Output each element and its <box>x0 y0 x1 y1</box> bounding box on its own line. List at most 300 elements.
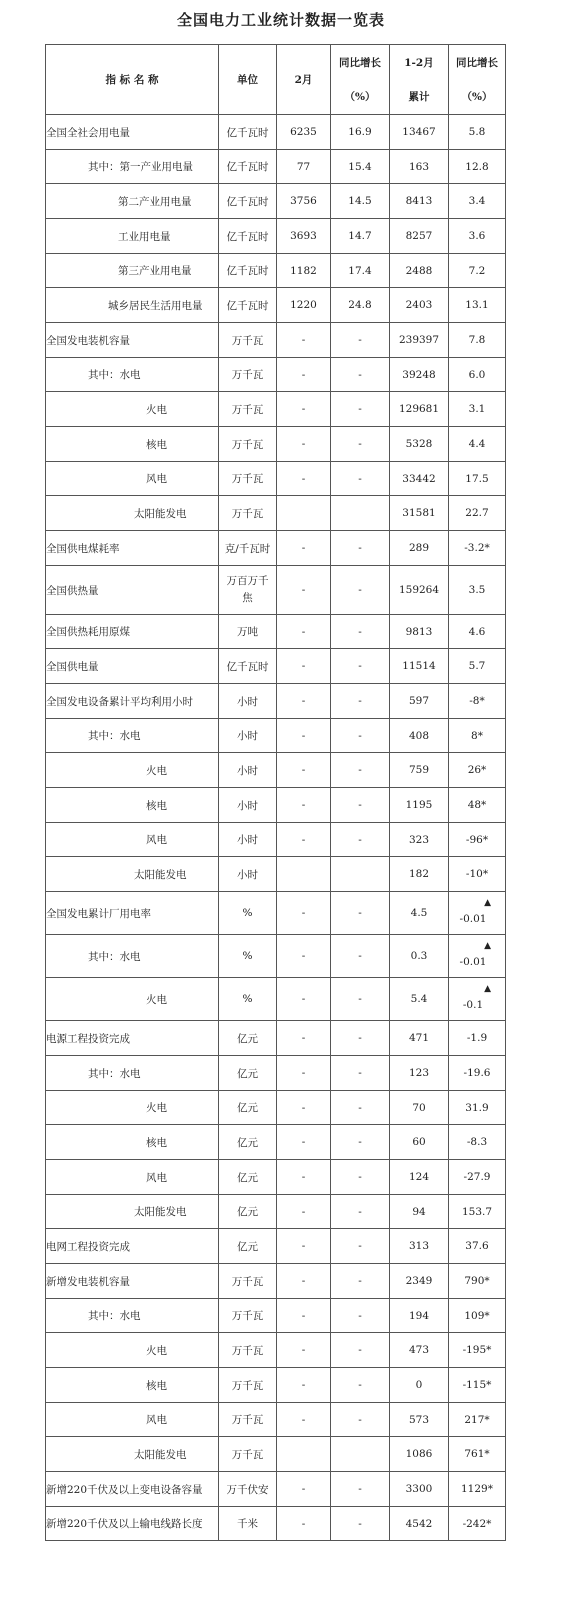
header-cumulative-yoy-top: 同比增长 <box>456 56 498 69</box>
indicator-name-cell: 电源工程投资完成 <box>46 1021 219 1056</box>
month-value-cell: 77 <box>277 150 331 184</box>
page-title: 全国电力工业统计数据一览表 <box>176 11 385 29</box>
cumulative-yoy-value: 1129* <box>461 1483 493 1495</box>
month-yoy-cell: - <box>331 892 390 935</box>
indicator-name-cell: 风电 <box>46 823 219 857</box>
table-row <box>46 392 506 427</box>
unit-cell: 万千瓦 <box>219 1403 277 1437</box>
cumulative-yoy-value: -1.9 <box>466 1032 488 1044</box>
month-value-cell: - <box>277 1264 331 1299</box>
month-yoy-cell: 15.4 <box>331 150 390 184</box>
cumulative-yoy-value: 3.4 <box>468 195 486 207</box>
cumulative-value-cell: 8413 <box>390 184 449 219</box>
month-yoy-cell: - <box>331 788 390 823</box>
cumulative-yoy-value: -195* <box>462 1344 492 1356</box>
cumulative-yoy-cell <box>449 1368 506 1403</box>
cumulative-yoy-cell <box>449 1091 506 1125</box>
indicator-name-cell: 全国发电累计厂用电率 <box>46 892 219 935</box>
month-yoy-cell: - <box>331 615 390 649</box>
table-row <box>46 823 506 857</box>
unit-cell: 亿元 <box>219 1125 277 1160</box>
month-value-cell: - <box>277 1021 331 1056</box>
cumulative-yoy-cell <box>449 1507 506 1541</box>
cumulative-yoy-value: 3.5 <box>468 584 486 596</box>
month-value-cell: - <box>277 1160 331 1195</box>
cumulative-value-cell: 0.3 <box>390 935 449 978</box>
month-value-cell: 3693 <box>277 219 331 254</box>
table-row <box>46 1125 506 1160</box>
month-yoy-cell: - <box>331 1125 390 1160</box>
unit-cell: 小时 <box>219 753 277 788</box>
month-value-cell: - <box>277 1507 331 1541</box>
table-body <box>46 115 506 1541</box>
cumulative-value-cell: 313 <box>390 1229 449 1264</box>
cumulative-yoy-value: 3.6 <box>468 230 486 242</box>
table-row <box>46 788 506 823</box>
unit-cell: 小时 <box>219 857 277 892</box>
indicator-name-cell: 其中：水电 <box>46 1299 219 1333</box>
month-yoy-cell: - <box>331 1299 390 1333</box>
unit-cell: 亿千瓦时 <box>219 150 277 184</box>
triangle-marker-icon: ▲ <box>484 984 491 994</box>
month-value-cell: - <box>277 531 331 566</box>
month-yoy-cell: - <box>331 1160 390 1195</box>
unit-cell: 亿千瓦时 <box>219 288 277 323</box>
month-yoy-cell: - <box>331 1368 390 1403</box>
table-row <box>46 254 506 288</box>
table-row <box>46 1368 506 1403</box>
month-value-cell: 6235 <box>277 115 331 150</box>
table-row <box>46 1091 506 1125</box>
month-value-cell: - <box>277 1472 331 1507</box>
cumulative-value-cell: 60 <box>390 1125 449 1160</box>
cumulative-yoy-value: 5.8 <box>468 126 486 138</box>
month-yoy-cell: - <box>331 978 390 1021</box>
cumulative-value-cell: 2488 <box>390 254 449 288</box>
table-row <box>46 358 506 392</box>
table-row <box>46 288 506 323</box>
cumulative-yoy-cell <box>449 823 506 857</box>
month-yoy-cell <box>331 857 390 892</box>
unit-cell: 万千瓦 <box>219 1264 277 1299</box>
indicator-name-cell: 第二产业用电量 <box>46 184 219 219</box>
cumulative-yoy-cell <box>449 719 506 753</box>
cumulative-value-cell: 1195 <box>390 788 449 823</box>
cumulative-yoy-value: 790* <box>464 1275 490 1287</box>
unit-cell: 小时 <box>219 719 277 753</box>
unit-cell: 亿千瓦时 <box>219 184 277 219</box>
unit-cell: 千米 <box>219 1507 277 1541</box>
indicator-name-cell: 全国全社会用电量 <box>46 115 219 150</box>
cumulative-yoy-value: -115* <box>462 1379 492 1391</box>
header-month-yoy <box>331 45 390 115</box>
month-value-cell <box>277 857 331 892</box>
month-value-cell: - <box>277 1125 331 1160</box>
unit-cell: 万千瓦 <box>219 1368 277 1403</box>
cumulative-yoy-cell <box>449 1403 506 1437</box>
cumulative-value-cell: 129681 <box>390 392 449 427</box>
cumulative-value-cell: 94 <box>390 1195 449 1229</box>
month-value-cell: - <box>277 684 331 719</box>
cumulative-yoy-cell <box>449 392 506 427</box>
indicator-name-cell: 电网工程投资完成 <box>46 1229 219 1264</box>
cumulative-yoy-value: 37.6 <box>465 1240 489 1252</box>
cumulative-yoy-cell <box>449 1472 506 1507</box>
indicator-name-cell: 太阳能发电 <box>46 1437 219 1472</box>
cumulative-yoy-value: 109* <box>464 1309 490 1322</box>
unit-cell: 万千瓦 <box>219 427 277 462</box>
indicator-name-cell: 全国供电量 <box>46 649 219 684</box>
month-value-cell: - <box>277 462 331 496</box>
cumulative-value-cell: 163 <box>390 150 449 184</box>
cumulative-yoy-value: -0.1 <box>462 999 484 1011</box>
indicator-name-cell: 其中：水电 <box>46 719 219 753</box>
indicator-name-cell: 工业用电量 <box>46 219 219 254</box>
cumulative-yoy-cell <box>449 1160 506 1195</box>
cumulative-value-cell: 124 <box>390 1160 449 1195</box>
cumulative-value-cell: 39248 <box>390 358 449 392</box>
cumulative-yoy-cell <box>449 358 506 392</box>
month-yoy-cell: 24.8 <box>331 288 390 323</box>
cumulative-yoy-value: -0.01 <box>459 913 487 925</box>
table-row <box>46 935 506 978</box>
month-value-cell: - <box>277 1403 331 1437</box>
unit-cell: 亿元 <box>219 1056 277 1091</box>
indicator-name-cell: 其中：水电 <box>46 358 219 392</box>
unit-cell: 亿元 <box>219 1229 277 1264</box>
month-yoy-cell: - <box>331 566 390 615</box>
table-row <box>46 531 506 566</box>
month-yoy-cell <box>331 496 390 531</box>
cumulative-yoy-cell <box>449 857 506 892</box>
cumulative-value-cell: 9813 <box>390 615 449 649</box>
month-value-cell: - <box>277 1229 331 1264</box>
indicator-name-cell: 全国供电煤耗率 <box>46 531 219 566</box>
month-yoy-cell: - <box>331 649 390 684</box>
cumulative-value-cell: 573 <box>390 1403 449 1437</box>
cumulative-yoy-value: 17.5 <box>465 472 489 485</box>
cumulative-yoy-value: 7.8 <box>468 334 486 346</box>
month-yoy-cell: - <box>331 1507 390 1541</box>
cumulative-value-cell: 11514 <box>390 649 449 684</box>
month-value-cell: - <box>277 935 331 978</box>
table-row <box>46 719 506 753</box>
header-month-yoy-top: 同比增长 <box>339 56 381 69</box>
triangle-marker-icon: ▲ <box>484 941 491 951</box>
month-value-cell: - <box>277 392 331 427</box>
indicator-name-cell: 第三产业用电量 <box>46 254 219 288</box>
cumulative-yoy-value: -8* <box>469 695 485 707</box>
indicator-name-cell: 风电 <box>46 1403 219 1437</box>
table-row <box>46 1333 506 1368</box>
month-value-cell: - <box>277 753 331 788</box>
cumulative-yoy-cell <box>449 788 506 823</box>
header-cumulative-top: 1-2月 <box>404 56 434 69</box>
cumulative-value-cell: 239397 <box>390 323 449 358</box>
unit-cell: % <box>219 892 277 935</box>
cumulative-yoy-cell <box>449 184 506 219</box>
cumulative-yoy-cell <box>449 1299 506 1333</box>
unit-cell: 亿千瓦时 <box>219 649 277 684</box>
cumulative-yoy-cell <box>449 115 506 150</box>
month-yoy-cell <box>331 1437 390 1472</box>
cumulative-yoy-cell <box>449 531 506 566</box>
cumulative-value-cell: 1086 <box>390 1437 449 1472</box>
cumulative-yoy-value: -27.9 <box>463 1171 491 1183</box>
table-row <box>46 857 506 892</box>
unit-cell: % <box>219 978 277 1021</box>
month-yoy-cell: - <box>331 323 390 358</box>
unit-cell: 小时 <box>219 684 277 719</box>
unit-cell: 亿千瓦时 <box>219 219 277 254</box>
unit-line-2: 焦 <box>242 592 253 604</box>
month-yoy-cell: - <box>331 935 390 978</box>
cumulative-yoy-value: 13.1 <box>465 299 489 311</box>
table-row <box>46 978 506 1021</box>
cumulative-value-cell: 3300 <box>390 1472 449 1507</box>
cumulative-yoy-cell <box>449 496 506 531</box>
indicator-name-cell: 全国供热耗用原煤 <box>46 615 219 649</box>
indicator-name-cell: 核电 <box>46 788 219 823</box>
cumulative-yoy-cell <box>449 150 506 184</box>
unit-cell: 克/千瓦时 <box>219 531 277 566</box>
unit-cell: 亿元 <box>219 1091 277 1125</box>
cumulative-value-cell: 5328 <box>390 427 449 462</box>
indicator-name-cell: 其中：水电 <box>46 935 219 978</box>
cumulative-yoy-value: -19.6 <box>463 1067 491 1079</box>
cumulative-yoy-value: 31.9 <box>465 1101 489 1114</box>
cumulative-yoy-cell <box>449 935 506 978</box>
header-cumulative-yoy <box>449 45 506 115</box>
cumulative-yoy-value: -96* <box>465 833 489 846</box>
cumulative-yoy-cell <box>449 1437 506 1472</box>
header-indicator-name: 指 标 名 称 <box>46 45 219 115</box>
month-value-cell: - <box>277 1368 331 1403</box>
month-yoy-cell: - <box>331 684 390 719</box>
unit-cell: 亿千瓦时 <box>219 254 277 288</box>
unit-cell: 亿元 <box>219 1021 277 1056</box>
cumulative-yoy-cell <box>449 1056 506 1091</box>
month-yoy-cell: - <box>331 1021 390 1056</box>
table-row <box>46 1056 506 1091</box>
indicator-name-cell: 城乡居民生活用电量 <box>46 288 219 323</box>
month-value-cell: - <box>277 649 331 684</box>
month-value-cell: - <box>277 892 331 935</box>
header-month: 2月 <box>277 45 331 115</box>
indicator-name-cell: 新增220千伏及以上输电线路长度 <box>46 1507 219 1541</box>
table-row <box>46 1299 506 1333</box>
unit-line-1: 万百万千 <box>226 575 269 587</box>
unit-cell <box>219 566 277 615</box>
cumulative-yoy-cell <box>449 978 506 1021</box>
cumulative-value-cell: 8257 <box>390 219 449 254</box>
cumulative-yoy-value: 7.2 <box>468 264 486 277</box>
cumulative-yoy-value: 3.1 <box>468 403 486 415</box>
indicator-name-cell: 其中：水电 <box>46 1056 219 1091</box>
triangle-marker-icon: ▲ <box>484 898 491 908</box>
cumulative-yoy-cell <box>449 566 506 615</box>
table-row <box>46 462 506 496</box>
table-row <box>46 566 506 615</box>
unit-cell: 万千伏安 <box>219 1472 277 1507</box>
unit-cell: % <box>219 935 277 978</box>
month-yoy-cell: - <box>331 1056 390 1091</box>
cumulative-yoy-value: -8.3 <box>466 1136 488 1148</box>
month-value-cell: 3756 <box>277 184 331 219</box>
month-yoy-cell: - <box>331 427 390 462</box>
indicator-name-cell: 核电 <box>46 1125 219 1160</box>
cumulative-value-cell: 33442 <box>390 462 449 496</box>
cumulative-value-cell: 408 <box>390 719 449 753</box>
month-value-cell: - <box>277 1299 331 1333</box>
table-row <box>46 753 506 788</box>
cumulative-yoy-cell <box>449 615 506 649</box>
month-value-cell: - <box>277 1056 331 1091</box>
month-yoy-cell: - <box>331 392 390 427</box>
table-row <box>46 496 506 531</box>
month-value-cell: - <box>277 566 331 615</box>
unit-cell: 万千瓦 <box>219 358 277 392</box>
month-yoy-cell: - <box>331 1091 390 1125</box>
indicator-name-cell: 火电 <box>46 978 219 1021</box>
indicator-name-cell: 火电 <box>46 392 219 427</box>
table-row <box>46 1437 506 1472</box>
unit-cell: 小时 <box>219 788 277 823</box>
table-row <box>46 1229 506 1264</box>
month-yoy-cell: - <box>331 462 390 496</box>
cumulative-value-cell: 31581 <box>390 496 449 531</box>
cumulative-value-cell: 5.4 <box>390 978 449 1021</box>
table-row <box>46 1507 506 1541</box>
cumulative-yoy-value: 6.0 <box>468 368 486 381</box>
cumulative-yoy-value: 48* <box>467 799 487 811</box>
month-value-cell: - <box>277 358 331 392</box>
unit-cell: 万千瓦 <box>219 496 277 531</box>
cumulative-value-cell: 597 <box>390 684 449 719</box>
cumulative-value-cell: 70 <box>390 1091 449 1125</box>
cumulative-yoy-value: 4.6 <box>468 625 486 638</box>
table-header-row <box>46 45 506 115</box>
month-yoy-cell: - <box>331 1472 390 1507</box>
cumulative-yoy-cell <box>449 1264 506 1299</box>
cumulative-value-cell: 159264 <box>390 566 449 615</box>
table-row <box>46 649 506 684</box>
cumulative-value-cell: 759 <box>390 753 449 788</box>
month-value-cell: - <box>277 978 331 1021</box>
table-row <box>46 892 506 935</box>
cumulative-value-cell: 123 <box>390 1056 449 1091</box>
month-value-cell: - <box>277 719 331 753</box>
cumulative-yoy-cell <box>449 892 506 935</box>
month-value-cell <box>277 496 331 531</box>
unit-cell: 万千瓦 <box>219 462 277 496</box>
indicator-name-cell: 火电 <box>46 753 219 788</box>
unit-cell: 万吨 <box>219 615 277 649</box>
cumulative-yoy-value: -0.01 <box>459 956 487 968</box>
table-row <box>46 323 506 358</box>
cumulative-yoy-value: 153.7 <box>461 1205 493 1218</box>
month-yoy-cell: - <box>331 1403 390 1437</box>
indicator-name-cell: 全国发电设备累计平均利用小时 <box>46 684 219 719</box>
month-value-cell: - <box>277 615 331 649</box>
month-value-cell: - <box>277 1195 331 1229</box>
cumulative-yoy-cell <box>449 1333 506 1368</box>
month-yoy-cell: - <box>331 358 390 392</box>
month-yoy-cell: 16.9 <box>331 115 390 150</box>
unit-cell: 小时 <box>219 823 277 857</box>
cumulative-yoy-cell <box>449 1229 506 1264</box>
cumulative-yoy-cell <box>449 1195 506 1229</box>
month-value-cell: - <box>277 427 331 462</box>
cumulative-yoy-value: 4.4 <box>468 438 486 450</box>
cumulative-yoy-cell <box>449 1021 506 1056</box>
indicator-name-cell: 新增220千伏及以上变电设备容量 <box>46 1472 219 1507</box>
cumulative-yoy-cell <box>449 649 506 684</box>
indicator-name-cell: 太阳能发电 <box>46 857 219 892</box>
cumulative-yoy-value: -3.2* <box>464 542 490 554</box>
table-row <box>46 615 506 649</box>
cumulative-yoy-value: -10* <box>465 868 489 880</box>
month-yoy-cell: 14.7 <box>331 219 390 254</box>
indicator-name-cell: 核电 <box>46 1368 219 1403</box>
table-row <box>46 115 506 150</box>
table-row <box>46 184 506 219</box>
indicator-name-cell: 风电 <box>46 462 219 496</box>
cumulative-yoy-value: 26* <box>467 764 487 776</box>
table-row <box>46 684 506 719</box>
header-unit: 单位 <box>219 45 277 115</box>
month-yoy-cell: - <box>331 753 390 788</box>
month-value-cell: - <box>277 1091 331 1125</box>
cumulative-yoy-cell <box>449 427 506 462</box>
cumulative-yoy-value: 217* <box>464 1413 490 1426</box>
header-cumulative-yoy-bottom: （%） <box>461 91 493 104</box>
indicator-name-cell: 新增发电装机容量 <box>46 1264 219 1299</box>
cumulative-value-cell: 471 <box>390 1021 449 1056</box>
table-row <box>46 1160 506 1195</box>
month-yoy-cell: - <box>331 1229 390 1264</box>
cumulative-value-cell: 2403 <box>390 288 449 323</box>
statistics-table <box>45 44 506 1541</box>
cumulative-yoy-cell <box>449 323 506 358</box>
month-yoy-cell: 14.5 <box>331 184 390 219</box>
cumulative-value-cell: 4.5 <box>390 892 449 935</box>
unit-cell: 万千瓦 <box>219 1299 277 1333</box>
cumulative-yoy-cell <box>449 462 506 496</box>
cumulative-value-cell: 289 <box>390 531 449 566</box>
header-cumulative-bottom: 累计 <box>408 91 430 104</box>
table-row <box>46 1264 506 1299</box>
unit-cell: 亿元 <box>219 1160 277 1195</box>
unit-cell: 亿千瓦时 <box>219 115 277 150</box>
indicator-name-cell: 全国发电装机容量 <box>46 323 219 358</box>
month-yoy-cell: - <box>331 1333 390 1368</box>
month-value-cell: - <box>277 1333 331 1368</box>
cumulative-yoy-value: 761* <box>464 1448 490 1460</box>
cumulative-value-cell: 473 <box>390 1333 449 1368</box>
table-row <box>46 1403 506 1437</box>
month-yoy-cell: 17.4 <box>331 254 390 288</box>
month-value-cell: - <box>277 323 331 358</box>
month-yoy-cell: - <box>331 719 390 753</box>
month-value-cell <box>277 1437 331 1472</box>
cumulative-yoy-value: 22.7 <box>465 507 489 519</box>
table-row <box>46 1472 506 1507</box>
month-yoy-cell: - <box>331 531 390 566</box>
indicator-name-cell: 核电 <box>46 427 219 462</box>
table-row <box>46 1195 506 1229</box>
cumulative-yoy-cell <box>449 219 506 254</box>
